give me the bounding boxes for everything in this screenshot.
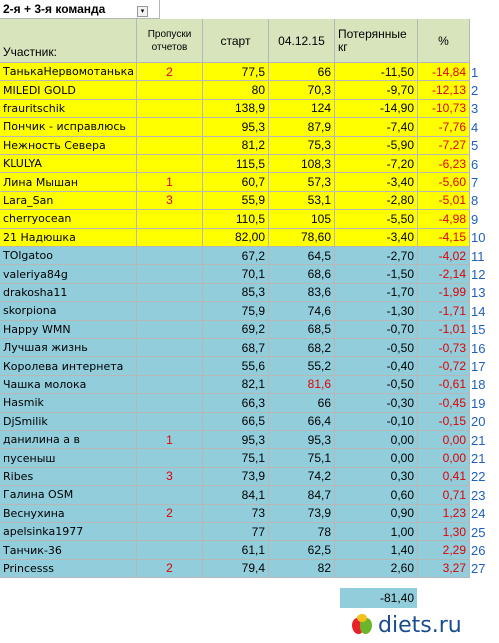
- rank-cell[interactable]: 9: [471, 211, 479, 227]
- table-row: [0, 394, 499, 412]
- lost-kg-cell[interactable]: 0,00: [335, 449, 418, 467]
- start-weight-cell[interactable]: 60,7: [203, 173, 269, 191]
- rank-cell[interactable]: 19: [471, 395, 486, 411]
- lost-kg-cell[interactable]: -2,70: [335, 247, 418, 265]
- rank-cell[interactable]: 12: [471, 267, 486, 283]
- percent-cell[interactable]: -5,60: [418, 173, 470, 191]
- rank-cell[interactable]: 16: [471, 340, 486, 356]
- percent-cell[interactable]: -12,13: [418, 81, 470, 99]
- participant-name-cell[interactable]: Лина Мышан: [0, 173, 137, 191]
- skipped-reports-cell[interactable]: [137, 100, 203, 118]
- participant-name-cell[interactable]: ТанькаНервомотанька: [0, 63, 137, 81]
- table-row: [0, 541, 499, 559]
- skipped-reports-cell[interactable]: [137, 541, 203, 559]
- percent-cell[interactable]: -0,73: [418, 339, 470, 357]
- lost-kg-cell[interactable]: -1,50: [335, 265, 418, 283]
- skipped-reports-cell[interactable]: 2: [137, 560, 203, 578]
- start-weight-cell[interactable]: 95,3: [203, 118, 269, 136]
- current-weight-cell[interactable]: 81,6: [269, 376, 335, 394]
- rank-cell[interactable]: 23: [471, 487, 486, 503]
- table-row: [0, 284, 499, 302]
- skipped-reports-cell[interactable]: 2: [137, 505, 203, 523]
- lost-kg-cell[interactable]: -0,40: [335, 357, 418, 375]
- current-weight-cell[interactable]: 66: [269, 394, 335, 412]
- lost-kg-cell[interactable]: -1,70: [335, 284, 418, 302]
- participant-name-cell[interactable]: Веснухина: [0, 505, 137, 523]
- current-weight-cell[interactable]: 83,6: [269, 284, 335, 302]
- lost-kg-cell[interactable]: -9,70: [335, 81, 418, 99]
- rank-cell[interactable]: 1: [471, 64, 479, 80]
- percent-cell[interactable]: -2,14: [418, 265, 470, 283]
- table-row: [0, 449, 499, 467]
- table-row: [0, 81, 499, 99]
- skipped-reports-cell[interactable]: [137, 339, 203, 357]
- current-weight-cell[interactable]: 70,3: [269, 81, 335, 99]
- current-weight-cell[interactable]: 73,9: [269, 505, 335, 523]
- percent-cell[interactable]: -7,27: [418, 137, 470, 155]
- rank-cell[interactable]: 22: [471, 469, 486, 485]
- table-row: [0, 321, 499, 339]
- table-row: [0, 413, 499, 431]
- header-participant-label: Участник:: [3, 45, 57, 59]
- lost-kg-cell[interactable]: -0,30: [335, 394, 418, 412]
- table-row: [0, 339, 499, 357]
- rank-cell[interactable]: 27: [471, 561, 486, 577]
- percent-cell[interactable]: 0,00: [418, 431, 470, 449]
- skipped-reports-cell[interactable]: 3: [137, 192, 203, 210]
- header-participant[interactable]: [0, 19, 137, 63]
- filter-dropdown-icon[interactable]: ▾: [137, 6, 148, 17]
- skipped-reports-cell[interactable]: [137, 449, 203, 467]
- current-weight-cell[interactable]: 62,5: [269, 541, 335, 559]
- current-weight-cell[interactable]: 57,3: [269, 173, 335, 191]
- rank-cell[interactable]: 18: [471, 377, 486, 393]
- skipped-reports-cell[interactable]: [137, 137, 203, 155]
- lost-kg-cell[interactable]: -7,20: [335, 155, 418, 173]
- participant-name-cell[interactable]: Princesss: [0, 560, 137, 578]
- lost-kg-cell[interactable]: -3,40: [335, 229, 418, 247]
- participant-name-cell[interactable]: Галина OSM: [0, 486, 137, 504]
- rank-cell[interactable]: 24: [471, 506, 486, 522]
- start-weight-cell[interactable]: 61,1: [203, 541, 269, 559]
- lost-kg-cell[interactable]: -5,90: [335, 137, 418, 155]
- sheet-title: 2-я + 3-я команда: [0, 0, 160, 19]
- rank-cell[interactable]: 13: [471, 285, 486, 301]
- rank-cell[interactable]: 10: [471, 230, 486, 246]
- rank-cell[interactable]: 5: [471, 138, 479, 154]
- skipped-reports-cell[interactable]: [137, 81, 203, 99]
- current-weight-cell[interactable]: 55,2: [269, 357, 335, 375]
- percent-cell[interactable]: -10,73: [418, 100, 470, 118]
- participant-name-cell[interactable]: Лучшая жизнь: [0, 339, 137, 357]
- header-start[interactable]: [203, 19, 269, 63]
- lost-kg-cell[interactable]: -14,90: [335, 100, 418, 118]
- start-weight-cell[interactable]: 66,3: [203, 394, 269, 412]
- header-date-label: 04.12.15: [278, 33, 325, 48]
- start-weight-cell[interactable]: 75,1: [203, 449, 269, 467]
- diets-logo: [352, 611, 497, 639]
- rank-cell[interactable]: 15: [471, 322, 486, 338]
- skipped-reports-cell[interactable]: [137, 357, 203, 375]
- start-weight-cell[interactable]: 110,5: [203, 210, 269, 228]
- rank-cell[interactable]: 26: [471, 543, 486, 559]
- lost-kg-cell[interactable]: 1,00: [335, 523, 418, 541]
- percent-cell[interactable]: -4,15: [418, 229, 470, 247]
- lost-kg-cell[interactable]: -2,80: [335, 192, 418, 210]
- table-row: [0, 63, 499, 81]
- current-weight-cell[interactable]: 64,5: [269, 247, 335, 265]
- total-lost-value: -81,40: [379, 591, 414, 605]
- percent-cell[interactable]: -1,71: [418, 302, 470, 320]
- table-row: [0, 265, 499, 283]
- current-weight-cell[interactable]: 68,2: [269, 339, 335, 357]
- header-skipped[interactable]: [137, 19, 203, 63]
- percent-cell[interactable]: -0,45: [418, 394, 470, 412]
- percent-cell[interactable]: 0,00: [418, 449, 470, 467]
- start-weight-cell[interactable]: 84,1: [203, 486, 269, 504]
- header-lost-label: Потерянные кг: [338, 26, 407, 54]
- header-row: [0, 19, 499, 63]
- percent-cell[interactable]: -0,72: [418, 357, 470, 375]
- skipped-reports-cell[interactable]: [137, 247, 203, 265]
- current-weight-cell[interactable]: 68,6: [269, 265, 335, 283]
- participant-name-cell[interactable]: Чашка молока: [0, 376, 137, 394]
- percent-cell[interactable]: 1,23: [418, 505, 470, 523]
- participant-name-cell[interactable]: skorpiona: [0, 302, 137, 320]
- start-weight-cell[interactable]: 115,5: [203, 155, 269, 173]
- table-row: [0, 357, 499, 375]
- start-weight-cell[interactable]: 73,9: [203, 468, 269, 486]
- lost-kg-cell[interactable]: -11,50: [335, 63, 418, 81]
- current-weight-cell[interactable]: 95,3: [269, 431, 335, 449]
- start-weight-cell[interactable]: 82,1: [203, 376, 269, 394]
- start-weight-cell[interactable]: 69,2: [203, 321, 269, 339]
- percent-cell[interactable]: 2,29: [418, 541, 470, 559]
- logo-text: diets.ru: [378, 612, 462, 638]
- lost-kg-cell[interactable]: 2,60: [335, 560, 418, 578]
- start-weight-cell[interactable]: 68,7: [203, 339, 269, 357]
- skipped-reports-cell[interactable]: 1: [137, 173, 203, 191]
- percent-cell[interactable]: -14,84: [418, 63, 470, 81]
- header-skipped-label: Пропуски отчетов: [147, 28, 192, 53]
- percent-cell[interactable]: -6,23: [418, 155, 470, 173]
- lost-kg-cell[interactable]: -5,50: [335, 210, 418, 228]
- start-weight-cell[interactable]: 77,5: [203, 63, 269, 81]
- skipped-reports-cell[interactable]: [137, 155, 203, 173]
- current-weight-cell[interactable]: 66: [269, 63, 335, 81]
- current-weight-cell[interactable]: 66,4: [269, 413, 335, 431]
- percent-cell[interactable]: 3,27: [418, 560, 470, 578]
- participant-name-cell[interactable]: valeriya84g: [0, 265, 137, 283]
- participant-name-cell[interactable]: Ribes: [0, 468, 137, 486]
- lost-kg-cell[interactable]: 0,90: [335, 505, 418, 523]
- rank-cell[interactable]: 25: [471, 524, 486, 540]
- lost-kg-cell[interactable]: -0,70: [335, 321, 418, 339]
- participant-name-cell[interactable]: пусеныш: [0, 449, 137, 467]
- participant-name-cell[interactable]: DjSmilik: [0, 413, 137, 431]
- rank-cell[interactable]: 17: [471, 359, 486, 375]
- current-weight-cell[interactable]: 105: [269, 210, 335, 228]
- start-weight-cell[interactable]: 138,9: [203, 100, 269, 118]
- table-row: [0, 155, 499, 173]
- percent-cell[interactable]: 1,30: [418, 523, 470, 541]
- percent-cell[interactable]: -5,01: [418, 192, 470, 210]
- lost-kg-cell[interactable]: -0,50: [335, 376, 418, 394]
- rank-cell[interactable]: 14: [471, 303, 486, 319]
- skipped-reports-cell[interactable]: [137, 210, 203, 228]
- participant-name-cell[interactable]: Hasmik: [0, 394, 137, 412]
- table-row: [0, 192, 499, 210]
- current-weight-cell[interactable]: 87,9: [269, 118, 335, 136]
- current-weight-cell[interactable]: 78: [269, 523, 335, 541]
- table-row: [0, 486, 499, 504]
- participant-name-cell[interactable]: cherryocean: [0, 210, 137, 228]
- participant-name-cell[interactable]: Танчик-36: [0, 541, 137, 559]
- rank-cell[interactable]: 21: [471, 451, 486, 467]
- table-row: [0, 100, 499, 118]
- participant-name-cell[interactable]: MILEDI GOLD: [0, 81, 137, 99]
- header-percent[interactable]: [418, 19, 470, 63]
- start-weight-cell[interactable]: 85,3: [203, 284, 269, 302]
- participant-name-cell[interactable]: drakosha11: [0, 284, 137, 302]
- current-weight-cell[interactable]: 75,1: [269, 449, 335, 467]
- skipped-reports-cell[interactable]: [137, 394, 203, 412]
- participant-name-cell[interactable]: Нежность Севера: [0, 137, 137, 155]
- start-weight-cell[interactable]: 81,2: [203, 137, 269, 155]
- current-weight-cell[interactable]: 74,2: [269, 468, 335, 486]
- start-weight-cell[interactable]: 70,1: [203, 265, 269, 283]
- start-weight-cell[interactable]: 75,9: [203, 302, 269, 320]
- start-weight-cell[interactable]: 66,5: [203, 413, 269, 431]
- table-row: [0, 523, 499, 541]
- skipped-reports-cell[interactable]: 3: [137, 468, 203, 486]
- participant-name-cell[interactable]: apelsinka1977: [0, 523, 137, 541]
- start-weight-cell[interactable]: 55,9: [203, 192, 269, 210]
- skipped-reports-cell[interactable]: [137, 376, 203, 394]
- skipped-reports-cell[interactable]: [137, 118, 203, 136]
- start-weight-cell[interactable]: 77: [203, 523, 269, 541]
- participant-name-cell[interactable]: Lara_San: [0, 192, 137, 210]
- skipped-reports-cell[interactable]: [137, 302, 203, 320]
- table-row: [0, 229, 499, 247]
- percent-cell[interactable]: -0,15: [418, 413, 470, 431]
- participant-name-cell[interactable]: Пончик - исправлюсь: [0, 118, 137, 136]
- start-weight-cell[interactable]: 82,00: [203, 229, 269, 247]
- current-weight-cell[interactable]: 75,3: [269, 137, 335, 155]
- table-row: [0, 173, 499, 191]
- current-weight-cell[interactable]: 82: [269, 560, 335, 578]
- skipped-reports-cell[interactable]: 1: [137, 431, 203, 449]
- lost-kg-cell[interactable]: 0,60: [335, 486, 418, 504]
- lost-kg-cell[interactable]: 0,30: [335, 468, 418, 486]
- participant-name-cell[interactable]: данилина а в: [0, 431, 137, 449]
- table-row: [0, 431, 499, 449]
- header-date[interactable]: [269, 19, 335, 63]
- skipped-reports-cell[interactable]: [137, 523, 203, 541]
- table-row: [0, 118, 499, 136]
- header-start-label: старт: [220, 33, 251, 48]
- rank-cell[interactable]: 20: [471, 414, 486, 430]
- table-row: [0, 560, 499, 578]
- lost-kg-cell[interactable]: -7,40: [335, 118, 418, 136]
- rank-cell[interactable]: 3: [471, 101, 479, 117]
- lost-kg-cell[interactable]: -1,30: [335, 302, 418, 320]
- apple-logo-icon: [352, 614, 374, 636]
- start-weight-cell[interactable]: 55,6: [203, 357, 269, 375]
- table-row: [0, 505, 499, 523]
- percent-cell[interactable]: -0,61: [418, 376, 470, 394]
- start-weight-cell[interactable]: 80: [203, 81, 269, 99]
- rank-cell[interactable]: 7: [471, 175, 479, 191]
- table-row: [0, 137, 499, 155]
- start-weight-cell[interactable]: 79,4: [203, 560, 269, 578]
- header-percent-label: %: [438, 33, 449, 48]
- current-weight-cell[interactable]: 53,1: [269, 192, 335, 210]
- start-weight-cell[interactable]: 67,2: [203, 247, 269, 265]
- participant-name-cell[interactable]: frauritschik: [0, 100, 137, 118]
- percent-cell[interactable]: -1,99: [418, 284, 470, 302]
- start-weight-cell[interactable]: 73: [203, 505, 269, 523]
- participant-name-cell[interactable]: KLULYA: [0, 155, 137, 173]
- skipped-reports-cell[interactable]: [137, 486, 203, 504]
- participant-name-cell[interactable]: Королева интернета: [0, 357, 137, 375]
- skipped-reports-cell[interactable]: [137, 321, 203, 339]
- rank-cell[interactable]: 8: [471, 193, 479, 209]
- rank-cell[interactable]: 2: [471, 83, 479, 99]
- current-weight-cell[interactable]: 74,6: [269, 302, 335, 320]
- lost-kg-cell[interactable]: -0,50: [335, 339, 418, 357]
- current-weight-cell[interactable]: 84,7: [269, 486, 335, 504]
- current-weight-cell[interactable]: 78,60: [269, 229, 335, 247]
- lost-kg-cell[interactable]: -0,10: [335, 413, 418, 431]
- lost-kg-cell[interactable]: 1,40: [335, 541, 418, 559]
- rank-cell[interactable]: 4: [471, 119, 479, 135]
- skipped-reports-cell[interactable]: [137, 284, 203, 302]
- rank-cell[interactable]: 6: [471, 156, 479, 172]
- participant-name-cell[interactable]: Happy WMN: [0, 321, 137, 339]
- percent-cell[interactable]: 0,71: [418, 486, 470, 504]
- table-row: [0, 210, 499, 228]
- percent-cell[interactable]: -4,98: [418, 210, 470, 228]
- lost-kg-cell[interactable]: 0,00: [335, 431, 418, 449]
- skipped-reports-cell[interactable]: [137, 265, 203, 283]
- table-row: [0, 376, 499, 394]
- participant-name-cell[interactable]: 21 Надюшка: [0, 229, 137, 247]
- percent-cell[interactable]: 0,41: [418, 468, 470, 486]
- participant-name-cell[interactable]: TOlgatoo: [0, 247, 137, 265]
- current-weight-cell[interactable]: 124: [269, 100, 335, 118]
- percent-cell[interactable]: -4,02: [418, 247, 470, 265]
- skipped-reports-cell[interactable]: [137, 413, 203, 431]
- percent-cell[interactable]: -7,76: [418, 118, 470, 136]
- header-lost[interactable]: [335, 19, 418, 63]
- skipped-reports-cell[interactable]: 2: [137, 63, 203, 81]
- percent-cell[interactable]: -1,01: [418, 321, 470, 339]
- start-weight-cell[interactable]: 95,3: [203, 431, 269, 449]
- table-row: [0, 302, 499, 320]
- lost-kg-cell[interactable]: -3,40: [335, 173, 418, 191]
- current-weight-cell[interactable]: 108,3: [269, 155, 335, 173]
- current-weight-cell[interactable]: 68,5: [269, 321, 335, 339]
- rank-cell[interactable]: 11: [471, 248, 485, 264]
- total-lost-cell[interactable]: [340, 588, 417, 608]
- table-row: [0, 468, 499, 486]
- table-row: [0, 247, 499, 265]
- rank-cell[interactable]: 21: [471, 432, 486, 448]
- skipped-reports-cell[interactable]: [137, 229, 203, 247]
